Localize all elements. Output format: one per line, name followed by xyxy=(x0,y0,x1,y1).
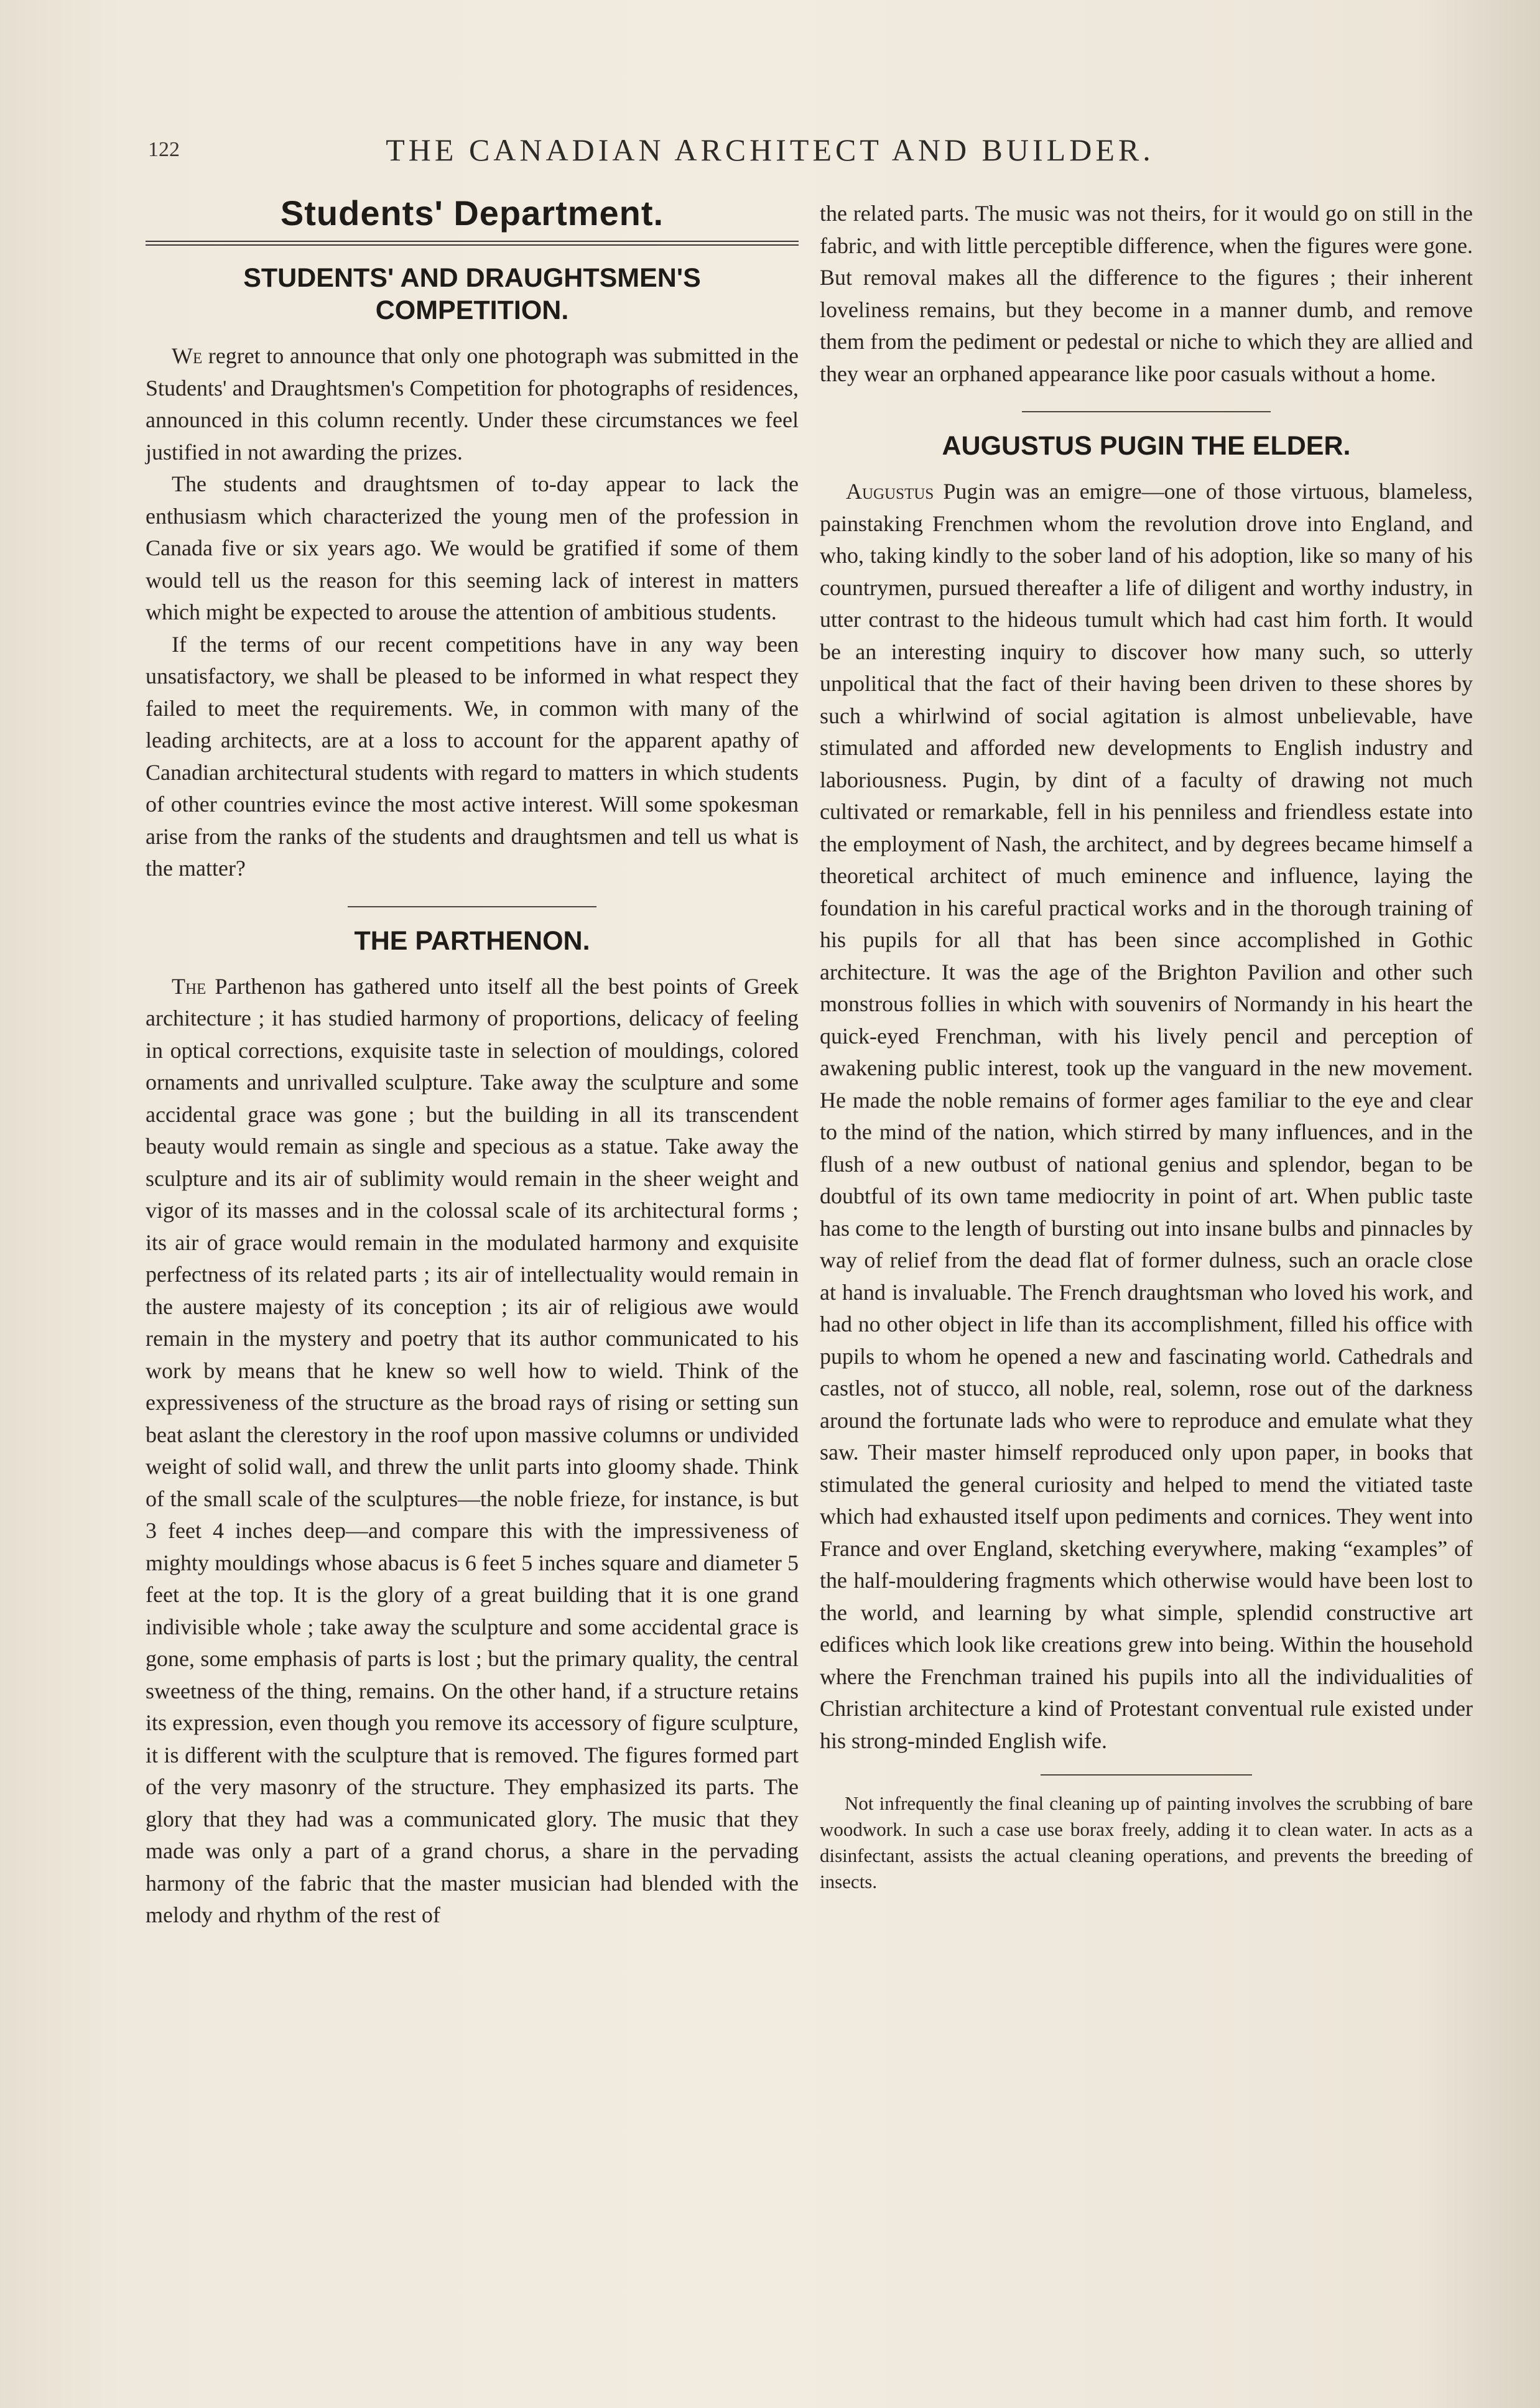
parthenon-lead: The xyxy=(172,973,206,999)
running-head: THE CANADIAN ARCHITECT AND BUILDER. xyxy=(386,132,1154,167)
parthenon-continued: the related parts. The music was not theirs, for it would go on still in the fabric, and with little perceptible difference, when the figures were gone. But removal makes all the difference to the figures ; their inherent loveliness remains, but they become in a manner dumb, and remove them from the pediment or pedestal or niche to which they are allied and they wear an orphaned appearance like poor casuals without a home. xyxy=(820,201,1473,386)
pugin-lead: Augustus xyxy=(846,479,934,504)
pugin-title: AUGUSTUS PUGIN THE ELDER. xyxy=(942,431,1351,461)
parthenon-text: Parthenon has gathered unto itself all the best points of Greek architecture ; it has studied harmony of proportions, delicacy of feeling in optical corrections, exquisite taste in selection of mouldings, colored ornaments and unrivalled sculpture. Take away the sculpture and some accidental grace was gone ; but the building in all its transcendent beauty would remain as single and specious as a statue. Take away the sculpture and its air of sublimity would remain in the sheer weight and vigor of its masses and in the colossal scale of its architectural forms ; its air of grace would remain in the modulated harmony and exquisite perfectness of its related parts ; its air of intellectuality would remain in the austere majesty of its conception ; its air of religious awe would remain in the mystery and poetry that its author communicated to his work by means that he knew so well how to wield. Think of the expressiveness of the structure as the broad rays of rising or setting sun beat aslant the clerestory in the roof upon massive columns or undivided weight of solid wall, and threw the unlit parts into gloomy shade. Think of the small scale of the sculptures—the noble frieze, for instance, is but 3 feet 4 inches deep—and compare this with the impressiveness of mighty mouldings whose abacus is 6 feet 5 inches square and diameter 5 feet at the top. It is the glory of a great building that it is one grand indivisible whole ; take away the sculpture and some accidental grace is gone, some emphasis of parts is lost ; but the primary quality, the central sweetness of the thing, remains. On the other hand, if a structure retains its expression, even though you remove its accessory of figure sculpture, it is different with the sculpture that is removed. The figures formed part of the very masonry of the structure. They emphasized its parts. The glory that they had was a communicated glory. The music that they made was only a part of a grand chorus, a share in the pervading harmony of the fabric that the master musician had blended with the melody and rhythm of the rest of xyxy=(146,973,799,1927)
section-divider xyxy=(348,906,596,907)
competition-lead: We xyxy=(172,343,203,368)
department-title: Students' Department. xyxy=(280,193,664,233)
left-column xyxy=(146,193,799,1932)
competition-title: STUDENTS' AND DRAUGHTSMEN'S COMPETITION. xyxy=(243,263,701,325)
parthenon-paragraph xyxy=(146,971,799,1932)
pugin-text: Pugin was an emigre—one of those virtuous, blameless, painstaking Frenchmen whom the revolution drove into England, and who, taking kindly to the sober land of his adoption, like so many of his countrymen, pursued thereafter a life of diligent and worthy industry, in utter contrast to the hideous tumult which had cast him forth. It would be an interesting inquiry to discover how many such, so utterly unpolitical that the fact of their having been driven to these shores by such a whirlwind of social agitation is almost unbelievable, have stimulated and afforded new developments to English industry and laboriousness. Pugin, by dint of a faculty of drawing not much cultivated or remarkable, fell in his penniless and friendless estate into the employment of Nash, the architect, and by degrees became himself a theoretical architect of much eminence and influence, laying the foundation in his careful practical works and in the thorough training of his pupils for all that has been since accomplished in Gothic architecture. It was the age of the Brighton Pavilion and other such monstrous follies in which with souvenirs of Normandy in his heart the quick-eyed Frenchman, with his lively pencil and perception of awakening public interest, took up the vanguard in the new movement. He made the noble remains of former ages familiar to the eye and clear to the mind of the nation, which stirred by many influences, and in the flush of a new outbust of national genius and splendor, began to be doubtful of its own tame mediocrity in point of art. When public taste has come to the length of bursting out into insane bulbs and pinnacles by way of relief from the dead flat of former dulness, such an oracle close at hand is invaluable. The French draughtsman who loved his work, and had no other object in life than its accomplishment, filled his office with pupils to whom he opened a new and fascinating world. Cathedrals and castles, not of stucco, all noble, real, solemn, rose out of the darkness around the fortunate lads who were to reproduce and emulate what they saw. Their master himself reproduced only upon paper, in books that stimulated the general curiosity and helped to mend the vitiated taste which had exhausted itself upon pediments and cornices. They went into France and over England, sketching everywhere, making “examples” of the half-mouldering fragments which otherwise would have been lost to the world, and learning by what simple, splendid constructive art edifices which look like creations grew into being. Within the household where the Frenchman trained his pupils into all the individualities of Christian architecture a kind of Protestant conventual rule existed under his strong-minded English wife. xyxy=(820,479,1473,1753)
right-column xyxy=(820,198,1473,1895)
department-rule xyxy=(146,241,799,246)
section-divider xyxy=(1022,411,1271,412)
competition-paragraph-1 xyxy=(146,340,799,468)
footnote-divider xyxy=(1041,1774,1252,1776)
parthenon-title: THE PARTHENON. xyxy=(354,925,590,956)
competition-text-1: regret to announce that only one photograph was submitted in the Students' and Draughtsmen's Competition for photographs of residences, announced in this column recently. Under these circumstances we feel justified in not awarding the prizes. xyxy=(146,343,799,465)
competition-paragraph-3: If the terms of our recent competitions have in any way been unsatisfactory, we shall be pleased to be informed in what respect they failed to meet the requirements. We, in common with many of the leading architects, are at a loss to account for the apparent apathy of Canadian architectural students with regard to matters in which students of other countries evince the most active interest. Will some spokesman arise from the ranks of the students and draughtsmen and tell us what is the matter? xyxy=(146,631,799,881)
page-number: 122 xyxy=(148,138,180,161)
competition-paragraph-2: The students and draughtsmen of to-day appear to lack the enthusiasm which characterized the young men of the profession in Canada five or six years ago. We would be gratified if some of them would tell us the reason for this seeming lack of interest in matters which might be expected to arouse the attention of ambitious students. xyxy=(146,471,799,624)
footnote: Not infrequently the final cleaning up of painting involves the scrubbing of bare woodwork. In such a case use borax freely, adding it to clean water. In acts as a disinfectant, assists the actual cleaning operations, and prevents the breeding of insects. xyxy=(820,1792,1473,1892)
pugin-paragraph xyxy=(820,476,1473,1757)
